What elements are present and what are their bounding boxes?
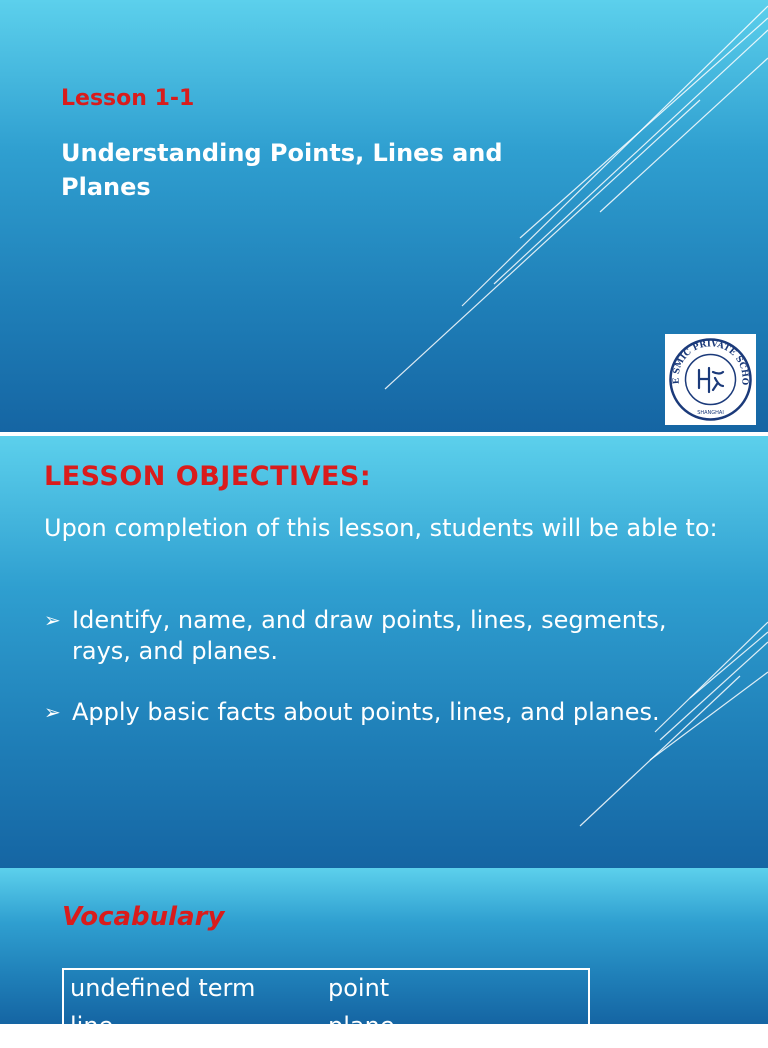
vocabulary-table	[62, 968, 590, 1048]
vocab-term: point	[328, 974, 390, 1002]
vocab-term: line	[70, 1012, 114, 1040]
vocabulary-heading: Vocabulary	[62, 902, 225, 932]
decorative-lines	[0, 0, 768, 432]
arrow-bullet-icon: ➢	[44, 608, 61, 632]
objective-item	[44, 697, 724, 728]
title-slide	[0, 0, 768, 432]
svg-text:THE SMIC PRIVATE SCHOOL: E SMIC PRIVATE SCHO	[671, 339, 750, 386]
objective-text: Identify, name, and draw points, lines, segments, rays, and planes.	[72, 606, 667, 665]
objectives-intro: Upon completion of this lesson, students will be able to:	[44, 514, 718, 542]
lesson-number: Lesson 1-1	[61, 86, 195, 111]
arrow-bullet-icon: ➢	[44, 700, 61, 724]
objective-text: Apply basic facts about points, lines, and planes.	[72, 698, 660, 726]
vocab-term: undefined term	[70, 974, 256, 1002]
vocab-term: plane	[328, 1012, 395, 1040]
school-logo	[665, 334, 756, 425]
objective-item	[44, 605, 724, 667]
svg-text:SHANGHAI: SHANGHAI	[697, 410, 724, 416]
objectives-heading: LESSON OBJECTIVES:	[44, 461, 372, 492]
lesson-title: Understanding Points, Lines and Planes	[61, 139, 503, 201]
